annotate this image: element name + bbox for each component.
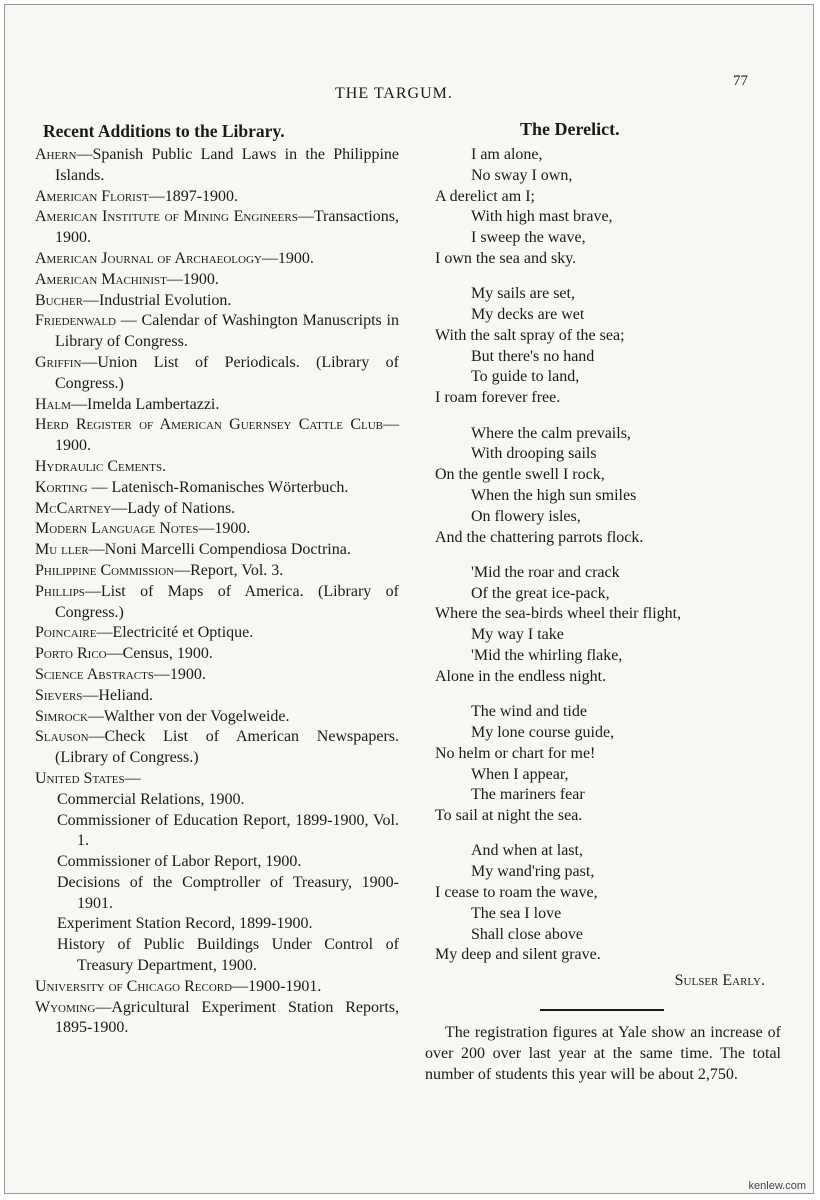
entry-title: —Spanish Public Land Laws in the Philippine Islands. [55, 146, 399, 184]
entry-title: —Union List of Periodicals. (Library of Congress.) [55, 353, 399, 392]
entry-name: Ahern [35, 146, 77, 163]
entry-title: —1900. [153, 665, 206, 683]
entry-name: Griffin [35, 353, 82, 371]
poem-line: And when at last, [471, 842, 583, 860]
entry-name: American Florist [35, 187, 149, 205]
poem-line: But there's no hand [471, 347, 595, 365]
poem-line: My decks are wet [471, 306, 585, 324]
poem-stanza [435, 424, 765, 549]
poem-line: Where the calm prevails, [471, 424, 631, 442]
entry-name: Phillips [35, 582, 85, 600]
poem-line: The wind and tide [471, 703, 587, 721]
library-entry [35, 395, 399, 416]
entry-title: —Transactions, 1900. [55, 208, 399, 247]
library-entry [35, 499, 399, 520]
poem-line: 'Mid the roar and crack [471, 563, 620, 581]
library-additions-list [35, 145, 399, 1039]
poem-line: With high mast brave, [471, 208, 613, 226]
poem-line: My way I take [471, 626, 564, 644]
entry-name: Halm [35, 395, 71, 413]
library-entry [35, 145, 399, 187]
entry-name: McCartney [35, 499, 112, 517]
poem-line: When the high sun smiles [471, 486, 637, 504]
library-entry [35, 727, 399, 769]
poem-stanza [435, 284, 765, 409]
entry-title: —1900. [198, 520, 251, 538]
entry-title: —1900. [166, 270, 219, 288]
poem-line: I sweep the wave, [471, 229, 586, 247]
entry-title: — Calendar of Washington Manuscripts in Library of Congress. [55, 312, 399, 351]
library-entry [35, 187, 399, 208]
library-entry [35, 582, 399, 624]
watermark: kenlew.com [748, 1180, 806, 1192]
poem-title: The Derelict. [520, 119, 620, 139]
poem-line: My deep and silent grave. [435, 946, 601, 964]
entry-title: —Lady of Nations. [111, 499, 236, 517]
poem-line: Where the sea-birds wheel their flight, [435, 605, 682, 623]
library-entry [35, 769, 399, 790]
poem-line: My lone course guide, [471, 723, 615, 741]
running-head: THE TARGUM. [335, 85, 453, 102]
library-entry [35, 623, 399, 644]
poem-line: 'Mid the whirling flake, [471, 647, 623, 665]
entry-name: Poincaire [35, 624, 97, 642]
poem-line: And the chattering parrots flock. [435, 528, 644, 546]
poem-line: The sea I love [471, 904, 562, 922]
library-entry [35, 998, 399, 1040]
entry-title: —Report, Vol. 3. [174, 561, 284, 579]
entry-title: —1900. [55, 416, 399, 455]
entry-name: Mu ller [35, 541, 89, 559]
entry-name: Modern Language Notes [35, 520, 199, 538]
entry-name: University of Chicago Record [35, 977, 233, 995]
entry-title: —1897-1900. [148, 187, 239, 205]
library-entry [35, 311, 399, 353]
library-entry [35, 519, 399, 540]
document-page [4, 4, 814, 1194]
poem-line: Alone in the endless night. [435, 667, 607, 685]
poem-line: No helm or chart for me! [435, 744, 596, 762]
poem-line: I roam forever free. [435, 389, 561, 407]
united-states-item: Commissioner of Labor Report, 1900. [57, 853, 302, 871]
library-entry [35, 207, 399, 249]
library-entry [35, 665, 399, 686]
section-divider [540, 1009, 664, 1011]
poem-line: With drooping sails [471, 445, 597, 463]
library-entry [35, 686, 399, 707]
entry-name: Philippine Commission [35, 561, 175, 579]
poem-body [435, 145, 765, 991]
entry-title: —Agricultural Experiment Station Reports, 1895-1900. [55, 998, 399, 1037]
poem-line: Of the great ice-pack, [471, 584, 610, 602]
entry-title: —1900-1901. [232, 977, 322, 995]
poem-author: Sulser Early. [674, 971, 765, 989]
library-entry [35, 561, 399, 582]
poem-line: With the salt spray of the sea; [435, 326, 625, 344]
poem-line: I cease to roam the wave, [435, 884, 598, 901]
entry-name: Herd Register of American Guernsey Cattle Club [35, 416, 383, 434]
poem-line: To sail at night the sea. [435, 807, 583, 825]
entry-name: Hydraulic Cements. [35, 457, 167, 475]
page-number: 77 [733, 73, 748, 89]
united-states-item: Commercial Relations, 1900. [57, 790, 245, 808]
poem-line: I am alone, [471, 146, 543, 163]
entry-title: —Industrial Evolution. [82, 291, 232, 309]
library-entry [35, 457, 399, 478]
entry-name: United States [35, 769, 125, 787]
entry-title: — Latenisch-Romanisches Wörterbuch. [87, 478, 349, 496]
poem-line: No sway I own, [471, 166, 573, 184]
entry-title: —Electricité et Optique. [96, 624, 254, 642]
united-states-item: Commissioner of Education Report, 1899-1900, Vol. 1. [57, 811, 399, 850]
poem-line: My sails are set, [471, 285, 575, 303]
entry-name: Slauson [35, 728, 89, 746]
library-entry [35, 977, 399, 998]
library-entry [35, 353, 399, 395]
library-heading: Recent Additions to the Library. [43, 121, 285, 141]
united-states-item: Experiment Station Record, 1899-1900. [57, 915, 313, 933]
entry-title: — [124, 769, 141, 787]
entry-name: Bucher [35, 291, 83, 309]
poem-line: To guide to land, [471, 368, 580, 386]
entry-title: —Imelda Lambertazzi. [71, 395, 220, 413]
library-entry [35, 478, 399, 499]
library-entry [35, 644, 399, 665]
entry-title: —List of Maps of America. (Library of Congress.) [55, 582, 399, 621]
entry-title: —1900. [261, 249, 314, 267]
entry-name: Simrock [35, 707, 88, 725]
poem-line: The mariners fear [471, 786, 585, 804]
library-entry [35, 249, 399, 270]
registration-note: The registration figures at Yale show an increase of over 200 over last year at the same time. The total number of students this year will be about 2,750. [425, 1024, 781, 1083]
poem-stanza [435, 145, 765, 270]
united-states-item: Decisions of the Comptroller of Treasury, 1900-1901. [57, 873, 399, 912]
entry-name: American Journal of Archaeology [35, 249, 262, 267]
entry-title: —Walther von der Vogelweide. [87, 707, 290, 725]
united-states-item: History of Public Buildings Under Control of Treasury Department, 1900. [57, 936, 399, 975]
entry-title: —Noni Marcelli Compendiosa Doctrina. [88, 541, 351, 559]
library-entry [35, 415, 399, 457]
entry-name: Friedenwald [35, 312, 116, 330]
library-entry [35, 540, 399, 561]
entry-name: American Machinist [35, 270, 167, 288]
entry-title: —Check List of American Newspapers. (Library of Congress.) [55, 728, 399, 767]
entry-name: Wyoming [35, 998, 96, 1016]
library-entry [35, 707, 399, 728]
entry-name: Science Abstracts [35, 665, 154, 683]
poem-line: My wand'ring past, [471, 863, 595, 881]
poem-line: A derelict am I; [435, 187, 535, 205]
poem-line: When I appear, [471, 765, 569, 783]
entry-title: —Heliand. [82, 686, 154, 704]
poem-stanza [435, 702, 765, 827]
poem-line: On the gentle swell I rock, [435, 466, 605, 484]
poem-stanza [435, 841, 765, 966]
poem-line: Shall close above [471, 925, 583, 943]
entry-name: Korting [35, 478, 88, 496]
entry-name: American Institute of Mining Engineers [35, 208, 298, 226]
poem-line: On flowery isles, [471, 507, 581, 525]
library-entry [35, 270, 399, 291]
entry-name: Sievers [35, 686, 83, 704]
poem-stanza [435, 563, 765, 688]
entry-name: Porto Rico [35, 645, 107, 663]
library-entry [35, 291, 399, 312]
entry-title: —Census, 1900. [106, 645, 213, 663]
poem-line: I own the sea and sky. [435, 249, 577, 267]
